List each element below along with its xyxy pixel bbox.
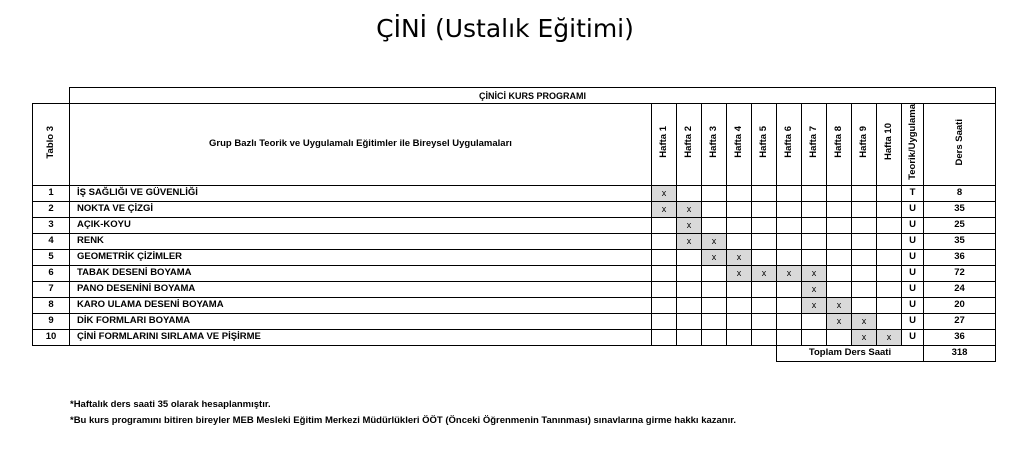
week-header xyxy=(877,104,902,186)
week-header xyxy=(777,104,802,186)
week-header-label: Hafta 9 xyxy=(858,126,869,158)
row-hours: 35 xyxy=(924,233,996,249)
row-number: 6 xyxy=(33,265,70,281)
row-type: U xyxy=(902,313,924,329)
week-mark-cell xyxy=(877,233,902,249)
week-mark-cell xyxy=(827,217,852,233)
table-caption: ÇİNİCİ KURS PROGRAMI xyxy=(70,88,996,104)
week-header xyxy=(727,104,752,186)
week-mark-cell xyxy=(652,265,677,281)
week-header-label: Hafta 7 xyxy=(808,126,819,158)
week-mark-cell xyxy=(777,313,802,329)
week-mark-cell: x xyxy=(677,201,702,217)
week-mark-cell xyxy=(827,233,852,249)
course-program-table xyxy=(32,87,996,362)
week-mark-cell xyxy=(752,217,777,233)
row-type: U xyxy=(902,281,924,297)
week-mark-cell xyxy=(777,281,802,297)
row-hours: 36 xyxy=(924,249,996,265)
week-header-label: Hafta 1 xyxy=(658,126,669,158)
total-blank xyxy=(33,345,777,361)
week-mark-cell xyxy=(652,217,677,233)
week-mark-cell: x xyxy=(652,185,677,201)
week-header xyxy=(702,104,727,186)
table-row xyxy=(33,313,996,329)
row-hours: 27 xyxy=(924,313,996,329)
week-mark-cell xyxy=(652,233,677,249)
row-number: 3 xyxy=(33,217,70,233)
week-mark-cell: x xyxy=(727,265,752,281)
main-header: Grup Bazlı Teorik ve Uygulamalı Eğitimler ile Bireysel Uygulamaları xyxy=(70,104,652,186)
week-mark-cell: x xyxy=(677,233,702,249)
side-label-cell xyxy=(33,104,70,186)
week-mark-cell xyxy=(777,249,802,265)
week-mark-cell: x xyxy=(852,313,877,329)
week-mark-cell xyxy=(877,265,902,281)
row-topic: PANO DESENİNİ BOYAMA xyxy=(70,281,652,297)
week-mark-cell xyxy=(852,201,877,217)
week-mark-cell xyxy=(752,297,777,313)
week-mark-cell xyxy=(852,217,877,233)
table-row xyxy=(33,185,996,201)
week-mark-cell xyxy=(652,281,677,297)
week-mark-cell xyxy=(702,297,727,313)
week-mark-cell xyxy=(702,185,727,201)
total-value: 318 xyxy=(924,345,996,361)
week-mark-cell xyxy=(827,185,852,201)
table-row xyxy=(33,201,996,217)
blank-corner xyxy=(33,88,70,104)
week-mark-cell xyxy=(827,265,852,281)
week-header-label: Hafta 2 xyxy=(683,126,694,158)
week-mark-cell xyxy=(652,249,677,265)
side-label: Tablo 3 xyxy=(45,125,56,159)
week-mark-cell xyxy=(877,217,902,233)
row-topic: ÇİNİ FORMLARINI SIRLAMA VE PİŞİRME xyxy=(70,329,652,345)
footnote: *Haftalık ders saati 35 olarak hesaplanmıştır. xyxy=(70,399,271,410)
week-mark-cell: x xyxy=(752,265,777,281)
week-mark-cell: x xyxy=(652,201,677,217)
total-row xyxy=(33,345,996,361)
week-mark-cell xyxy=(702,201,727,217)
week-header-label: Hafta 3 xyxy=(708,126,719,158)
week-mark-cell xyxy=(802,313,827,329)
week-mark-cell xyxy=(877,281,902,297)
total-label: Toplam Ders Saati xyxy=(777,345,924,361)
row-type: U xyxy=(902,297,924,313)
week-header-label: Hafta 5 xyxy=(758,126,769,158)
week-mark-cell xyxy=(852,265,877,281)
week-header-label: Hafta 6 xyxy=(783,126,794,158)
type-header xyxy=(902,104,924,186)
row-type: U xyxy=(902,233,924,249)
row-number: 4 xyxy=(33,233,70,249)
week-mark-cell xyxy=(677,329,702,345)
row-topic: GEOMETRİK ÇİZİMLER xyxy=(70,249,652,265)
row-number: 7 xyxy=(33,281,70,297)
week-mark-cell: x xyxy=(677,217,702,233)
week-mark-cell xyxy=(802,249,827,265)
week-mark-cell xyxy=(752,201,777,217)
week-mark-cell xyxy=(727,217,752,233)
week-mark-cell xyxy=(777,201,802,217)
table-row xyxy=(33,249,996,265)
week-mark-cell xyxy=(727,329,752,345)
row-number: 5 xyxy=(33,249,70,265)
row-topic: İŞ SAĞLIĞI VE GÜVENLİĞİ xyxy=(70,185,652,201)
week-mark-cell xyxy=(727,297,752,313)
week-header xyxy=(677,104,702,186)
row-type: T xyxy=(902,185,924,201)
week-mark-cell xyxy=(802,201,827,217)
row-type: U xyxy=(902,265,924,281)
week-header-label: Hafta 8 xyxy=(833,126,844,158)
row-topic: NOKTA VE ÇİZGİ xyxy=(70,201,652,217)
row-number: 10 xyxy=(33,329,70,345)
week-mark-cell: x xyxy=(877,329,902,345)
week-mark-cell xyxy=(777,297,802,313)
week-header xyxy=(852,104,877,186)
week-mark-cell xyxy=(827,329,852,345)
week-mark-cell xyxy=(852,297,877,313)
week-mark-cell: x xyxy=(702,233,727,249)
week-mark-cell xyxy=(777,329,802,345)
week-mark-cell: x xyxy=(852,329,877,345)
week-mark-cell xyxy=(677,249,702,265)
row-number: 9 xyxy=(33,313,70,329)
week-mark-cell xyxy=(727,201,752,217)
week-mark-cell xyxy=(802,329,827,345)
footnote: *Bu kurs programını bitiren bireyler MEB Mesleki Eğitim Merkezi Müdürlükleri ÖÖT (Önceki Öğrenmenin Tanınması) sınavlarına girme hakkı kazanır. xyxy=(70,415,737,426)
week-mark-cell xyxy=(752,233,777,249)
week-mark-cell xyxy=(677,281,702,297)
header-row xyxy=(33,104,996,186)
week-header xyxy=(652,104,677,186)
type-header-label: Teorik/Uygulama xyxy=(906,104,918,180)
table-row xyxy=(33,265,996,281)
week-header-label: Hafta 10 xyxy=(883,123,894,161)
week-mark-cell xyxy=(852,185,877,201)
week-mark-cell xyxy=(727,233,752,249)
table-row xyxy=(33,233,996,249)
week-mark-cell: x xyxy=(777,265,802,281)
row-hours: 72 xyxy=(924,265,996,281)
row-hours: 8 xyxy=(924,185,996,201)
week-mark-cell xyxy=(702,281,727,297)
row-number: 1 xyxy=(33,185,70,201)
hours-header xyxy=(924,104,996,186)
hours-header-label: Ders Saati xyxy=(953,118,965,166)
row-number: 8 xyxy=(33,297,70,313)
week-mark-cell xyxy=(702,313,727,329)
row-number: 2 xyxy=(33,201,70,217)
week-mark-cell xyxy=(777,233,802,249)
week-header xyxy=(802,104,827,186)
table-row xyxy=(33,329,996,345)
week-mark-cell xyxy=(827,249,852,265)
week-mark-cell xyxy=(677,265,702,281)
footnotes xyxy=(70,399,736,431)
week-mark-cell xyxy=(802,217,827,233)
week-mark-cell: x xyxy=(802,297,827,313)
week-mark-cell xyxy=(677,313,702,329)
week-mark-cell xyxy=(652,329,677,345)
table-row xyxy=(33,281,996,297)
row-hours: 35 xyxy=(924,201,996,217)
week-mark-cell xyxy=(877,201,902,217)
week-mark-cell xyxy=(777,217,802,233)
row-topic: DİK FORMLARI BOYAMA xyxy=(70,313,652,329)
week-mark-cell xyxy=(727,185,752,201)
week-mark-cell xyxy=(702,265,727,281)
week-mark-cell xyxy=(652,297,677,313)
week-mark-cell xyxy=(852,249,877,265)
row-topic: RENK xyxy=(70,233,652,249)
row-topic: TABAK DESENİ BOYAMA xyxy=(70,265,652,281)
week-mark-cell xyxy=(877,249,902,265)
week-mark-cell: x xyxy=(827,313,852,329)
row-type: U xyxy=(902,329,924,345)
week-mark-cell: x xyxy=(827,297,852,313)
row-topic: KARO ULAMA DESENİ BOYAMA xyxy=(70,297,652,313)
week-mark-cell xyxy=(727,313,752,329)
week-mark-cell: x xyxy=(802,281,827,297)
week-mark-cell xyxy=(752,313,777,329)
week-mark-cell xyxy=(702,217,727,233)
row-type: U xyxy=(902,201,924,217)
week-header-label: Hafta 4 xyxy=(733,126,744,158)
row-hours: 20 xyxy=(924,297,996,313)
page-title: ÇİNİ (Ustalık Eğitimi) xyxy=(376,14,634,43)
row-hours: 25 xyxy=(924,217,996,233)
week-mark-cell xyxy=(752,185,777,201)
week-mark-cell xyxy=(652,313,677,329)
row-topic: AÇIK-KOYU xyxy=(70,217,652,233)
row-hours: 36 xyxy=(924,329,996,345)
week-mark-cell xyxy=(802,185,827,201)
row-hours: 24 xyxy=(924,281,996,297)
week-mark-cell: x xyxy=(727,249,752,265)
week-mark-cell xyxy=(802,233,827,249)
week-mark-cell xyxy=(877,185,902,201)
week-mark-cell xyxy=(852,281,877,297)
caption-row xyxy=(33,88,996,104)
week-mark-cell: x xyxy=(802,265,827,281)
row-type: U xyxy=(902,217,924,233)
week-mark-cell xyxy=(727,281,752,297)
week-mark-cell xyxy=(877,297,902,313)
week-mark-cell xyxy=(827,201,852,217)
week-mark-cell xyxy=(677,185,702,201)
week-mark-cell xyxy=(827,281,852,297)
week-mark-cell xyxy=(752,281,777,297)
week-mark-cell xyxy=(852,233,877,249)
week-mark-cell xyxy=(677,297,702,313)
table-row xyxy=(33,297,996,313)
week-mark-cell xyxy=(777,185,802,201)
week-header xyxy=(752,104,777,186)
table-row xyxy=(33,217,996,233)
week-mark-cell xyxy=(752,249,777,265)
week-mark-cell xyxy=(702,329,727,345)
week-mark-cell xyxy=(877,313,902,329)
week-header xyxy=(827,104,852,186)
week-mark-cell xyxy=(752,329,777,345)
row-type: U xyxy=(902,249,924,265)
week-mark-cell: x xyxy=(702,249,727,265)
